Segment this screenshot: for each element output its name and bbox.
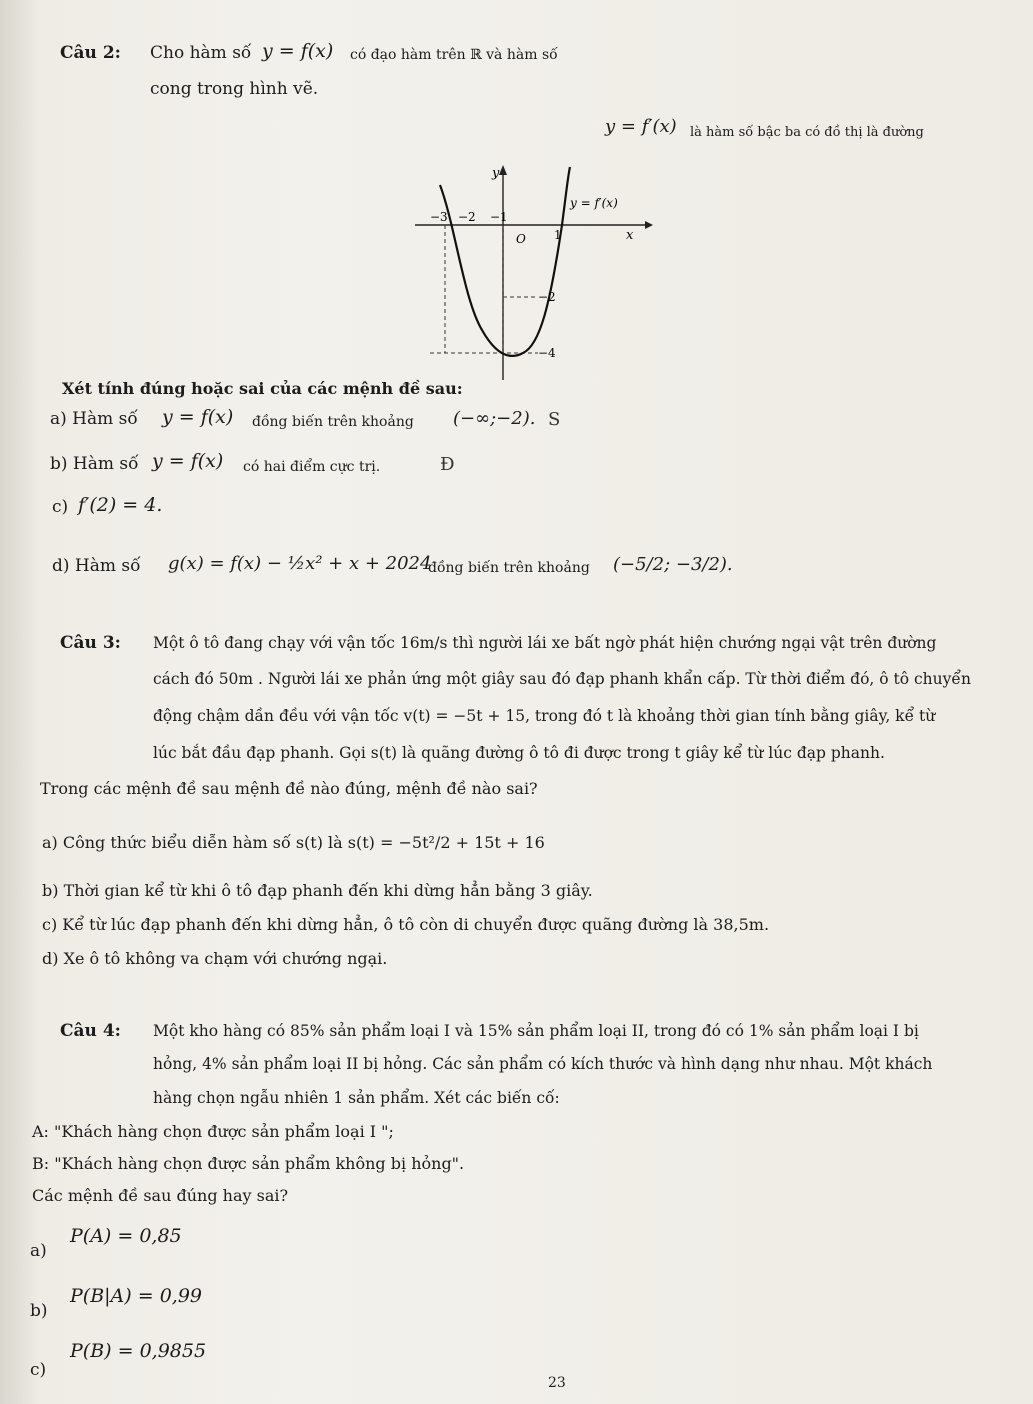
q2-a-interval: (−∞;−2). — [453, 408, 536, 429]
q3-d: d) Xe ô tô không va chạm với chướng ngại. — [42, 949, 388, 968]
q2-b-fx: y = f(x) — [152, 450, 224, 472]
q4-a-label: a) — [30, 1241, 47, 1261]
y-axis-label: y — [492, 166, 500, 181]
derivative-curve — [440, 167, 570, 356]
q2-a-label: a) Hàm số — [50, 409, 138, 429]
q2-b-text: có hai điểm cực trị. — [243, 459, 381, 475]
tick-minus3: −3 — [430, 210, 448, 224]
q2-prompt: Xét tính đúng hoặc sai của các mệnh đề sau: — [62, 379, 463, 398]
level-minus4: −4 — [538, 346, 556, 360]
q3-label: Câu 3: — [60, 633, 121, 653]
q4-prompt: Các mệnh đề sau đúng hay sai? — [32, 1186, 289, 1205]
q4-line3: hàng chọn ngẫu nhiên 1 sản phẩm. Xét các biến cố: — [153, 1089, 560, 1107]
x-axis-label: x — [626, 228, 634, 243]
q2-a-text: đồng biến trên khoảng — [252, 414, 414, 430]
q2-intro-a: Cho hàm số — [150, 43, 252, 63]
q2-c-label: c) — [52, 497, 69, 517]
q4-b-label: b) — [30, 1301, 48, 1321]
q3-b: b) Thời gian kể từ khi ô tô đạp phanh đến khi dừng hẳn bằng 3 giây. — [42, 881, 593, 900]
q2-intro-c: là hàm số bậc ba có đồ thị là đường — [690, 125, 924, 140]
level-minus2: −2 — [538, 290, 556, 304]
q4-line2: hỏng, 4% sản phẩm loại II bị hỏng. Các sản phẩm có kích thước và hình dạng như nhau. Một khách — [153, 1055, 933, 1073]
tick-minus2: −2 — [458, 210, 476, 224]
q3-a: a) Công thức biểu diễn hàm số s(t) là s(t) = −5t²/2 + 15t + 16 — [42, 833, 545, 852]
q2-intro-fpx: y = f′(x) — [605, 116, 677, 137]
q2-a-fx: y = f(x) — [162, 406, 234, 428]
q4-event-b: B: "Khách hàng chọn được sản phẩm không bị hỏng". — [32, 1154, 465, 1173]
q2-d-label: d) Hàm số — [52, 556, 141, 576]
q4-c-label: c) — [30, 1360, 47, 1380]
derivative-graph — [400, 155, 660, 390]
q4-a-math: P(A) = 0,85 — [70, 1225, 182, 1247]
q2-d-interval: (−5/2; −3/2). — [613, 554, 733, 575]
tick-1: 1 — [554, 228, 562, 242]
tick-minus1: −1 — [490, 210, 508, 224]
q2-b-mark: Đ — [440, 454, 455, 475]
q3-line3: động chậm dần đều với vận tốc v(t) = −5t + 15, trong đó t là khoảng thời gian tính bằng giây, kể từ — [153, 707, 936, 725]
q3-c: c) Kể từ lúc đạp phanh đến khi dừng hẳn, ô tô còn di chuyển được quãng đường là 38,5m. — [42, 915, 770, 934]
q4-b-math: P(B|A) = 0,99 — [70, 1285, 202, 1307]
q3-line4: lúc bắt đầu đạp phanh. Gọi s(t) là quãng đường ô tô đi được trong t giây kể từ lúc đạp phanh. — [153, 744, 885, 762]
q2-b-label: b) Hàm số — [50, 454, 139, 474]
q2-intro-b: có đạo hàm trên ℝ và hàm số — [350, 47, 558, 63]
q3-line1: Một ô tô đang chạy với vận tốc 16m/s thì người lái xe bất ngờ phát hiện chướng ngại vật trên đường — [153, 634, 937, 652]
q2-a-mark: S — [548, 409, 561, 430]
x-axis-arrow — [645, 221, 653, 229]
q2-label: Câu 2: — [60, 43, 121, 63]
q4-line1: Một kho hàng có 85% sản phẩm loại I và 15% sản phẩm loại II, trong đó có 1% sản phẩm loại I bị — [153, 1022, 919, 1040]
q3-prompt: Trong các mệnh đề sau mệnh đề nào đúng, mệnh đề nào sai? — [40, 779, 538, 798]
q4-label: Câu 4: — [60, 1021, 121, 1041]
q4-c-math: P(B) = 0,9855 — [70, 1340, 207, 1362]
origin-label: O — [516, 232, 526, 246]
page-number: 23 — [548, 1375, 566, 1391]
q2-c-math: f′(2) = 4. — [78, 494, 163, 516]
q2-d-text: đồng biến trên khoảng — [428, 560, 590, 576]
q2-d-math: g(x) = f(x) − ½x² + x + 2024 — [168, 553, 432, 574]
q3-line2: cách đó 50m . Người lái xe phản ứng một giây sau đó đạp phanh khẩn cấp. Từ thời điểm đó, ô tô chuyển — [153, 670, 971, 688]
q2-intro-fx: y = f(x) — [262, 40, 334, 62]
q4-event-a: A: "Khách hàng chọn được sản phẩm loại I "; — [32, 1122, 394, 1141]
curve-label: y = f′(x) — [570, 196, 618, 210]
q2-intro-line2: cong trong hình vẽ. — [150, 79, 319, 99]
y-axis-arrow — [499, 165, 507, 175]
